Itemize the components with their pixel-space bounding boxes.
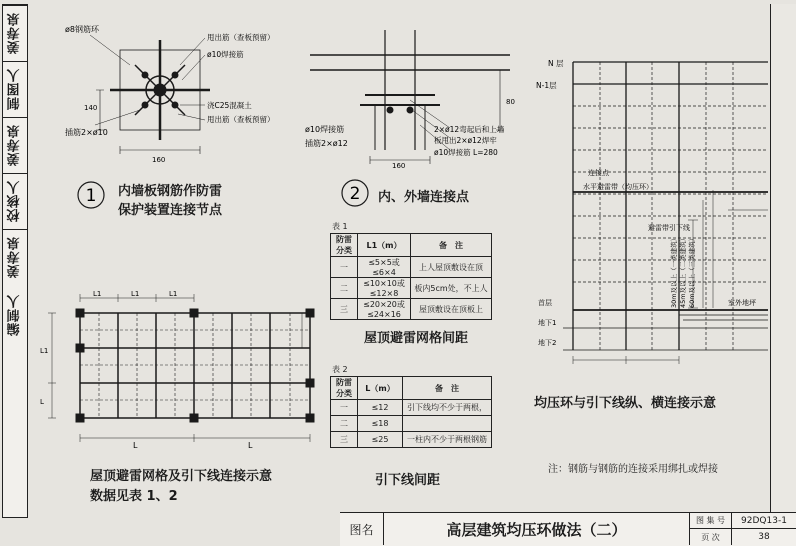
table2-cell: ≤18 (358, 416, 403, 432)
signature-sidebar (2, 4, 28, 518)
table1-cell: ≤20×20或≤24×16 (358, 299, 411, 320)
tail-bottom-label: 甩出筋（查板预留） (207, 115, 275, 124)
sidebar-cell: 姜寿泉 (3, 117, 27, 173)
table2 (330, 376, 492, 448)
table2-header: L（m） (358, 377, 403, 400)
d2-add-bar-label: 插筋2×ø12 (305, 139, 348, 148)
d2-connect2-label: 板甩出2×ø12焊牢 (434, 136, 497, 145)
dim-160: 160 (152, 156, 166, 164)
table2-cell: 一柱内不少于两根钢筋 (403, 432, 492, 448)
table1-cell: 二 (331, 278, 358, 299)
bar-ring-label: ø8钢筋环 (65, 25, 99, 34)
elevation-note: 注：钢筋与钢筋的连接采用绑扎或焊接 (548, 464, 718, 475)
first-floor-label: 首层 (538, 299, 552, 307)
d2-weld-bar-label: ø10焊接筋 (305, 125, 345, 134)
grid-l1-label: L1 (169, 290, 178, 298)
table2-header: 备 注 (403, 377, 492, 400)
ground-label: 室外地坪 (728, 299, 756, 307)
detail2-number: 2 (349, 184, 361, 204)
dim-140: 140 (84, 104, 98, 112)
table1-cell: 三 (331, 299, 358, 320)
detail1-title-line1: 内墙板钢筋作防雷 (118, 184, 223, 199)
table1-cell: ≤10×10或≤12×8 (358, 278, 411, 299)
concrete-label: 浇C25混凝土 (207, 101, 252, 110)
drawing-name-label: 图名 (340, 513, 384, 545)
height-45-label: 45m及以上（二类建筑） (679, 234, 687, 308)
detail1-drawing (60, 10, 290, 170)
table2-cell: 三 (331, 432, 358, 448)
table2-cell: 引下线均不少于两根， (403, 400, 492, 416)
lightning-belt-label: 避雷带引下线 (648, 224, 690, 232)
page-no-label: 页 次 (690, 529, 732, 545)
table2-cell: ≤25 (358, 432, 403, 448)
table1-cell: 一 (331, 257, 358, 278)
table1-title: 屋顶避雷网格间距 (364, 331, 469, 346)
grid-l1-label: L1 (93, 290, 102, 298)
sidebar-cell: 编制人 (7, 294, 23, 336)
detail1-number: 1 (85, 186, 97, 206)
grid-l-label: L (248, 441, 253, 450)
grid-l1-label: L1 (40, 347, 49, 355)
table1-cell: ≤5×5或≤6×4 (358, 257, 411, 278)
d2-weld-len-label: ø10焊接筋 L=280 (434, 148, 498, 157)
atlas-no-label: 图 集 号 (690, 513, 732, 529)
tail-top-label: 甩出筋（查板预留） (207, 33, 275, 42)
table2-cell: 一 (331, 400, 358, 416)
b2-label: 地下2 (538, 339, 557, 347)
grid-l1-label: L1 (131, 290, 140, 298)
table1-header: 防雷分类 (331, 234, 358, 257)
table1-cell: 屋顶敷设在顶板上 (411, 299, 492, 320)
table1-cell: 板内5cm处，不上人 (411, 278, 492, 299)
connect-point-label: 连接点 (588, 169, 609, 177)
grid-l-label: L (40, 398, 44, 406)
table2-cell: 二 (331, 416, 358, 432)
table2-title: 引下线间距 (375, 473, 441, 488)
sidebar-cell: 姜寿泉 (3, 5, 27, 61)
table2-caption: 表 2 (332, 365, 348, 374)
detail1-number-circle (76, 180, 106, 210)
ring-label: 水平避雷带（均压环） (583, 183, 653, 191)
sidebar-cell: 校核人 (3, 173, 27, 229)
b1-label: 地下1 (538, 319, 557, 327)
sidebar-cell: 制图人 (3, 61, 27, 117)
page-no: 38 (758, 532, 770, 542)
table2-cell: ≤12 (358, 400, 403, 416)
roof-grid-title-line1: 屋顶避雷网格及引下线连接示意 (90, 469, 273, 484)
detail2-drawing (300, 10, 530, 170)
grid-l-label: L (133, 441, 138, 450)
table1-header: 备 注 (411, 234, 492, 257)
table1 (330, 233, 492, 320)
drawing-name: 高层建筑均压环做法（二） (384, 513, 690, 545)
right-binding-strip (770, 4, 796, 518)
detail2-number-circle (340, 178, 370, 208)
add-bar-label: 插筋2×ø10 (65, 128, 108, 137)
table1-header: L1（m） (358, 234, 411, 257)
elevation-drawing (528, 50, 773, 380)
detail1-title-line2: 保护装置连接节点 (118, 203, 223, 218)
sidebar-cell: 姜寿泉 (3, 229, 27, 285)
dim-80: 80 (506, 98, 515, 106)
table1-cell: 上人屋顶敷设在顶 (411, 257, 492, 278)
d2-connect-label: 2×ø12弯起后和上墙 (434, 125, 505, 134)
elevation-title: 均压环与引下线纵、横连接示意 (534, 396, 717, 411)
table2-cell (403, 416, 492, 432)
height-30-label: 30m及以上（一类建筑） (670, 234, 678, 308)
table2-header: 防雷分类 (331, 377, 358, 400)
weld-bar-label: ø10焊接筋 (207, 50, 244, 59)
roof-grid-title-line2: 数据见表 1、2 (90, 489, 178, 504)
table1-caption: 表 1 (332, 222, 348, 231)
n-floor-label: N 层 (548, 59, 564, 68)
n1-floor-label: N-1层 (536, 81, 557, 90)
atlas-no: 92DQ13-1 (732, 513, 796, 529)
d2-dim-160: 160 (392, 162, 406, 170)
roof-grid-drawing (40, 288, 320, 453)
title-block (340, 512, 796, 546)
detail2-title: 内、外墙连接点 (378, 190, 470, 205)
height-60-label: 60m及以上（三类建筑） (688, 234, 696, 308)
